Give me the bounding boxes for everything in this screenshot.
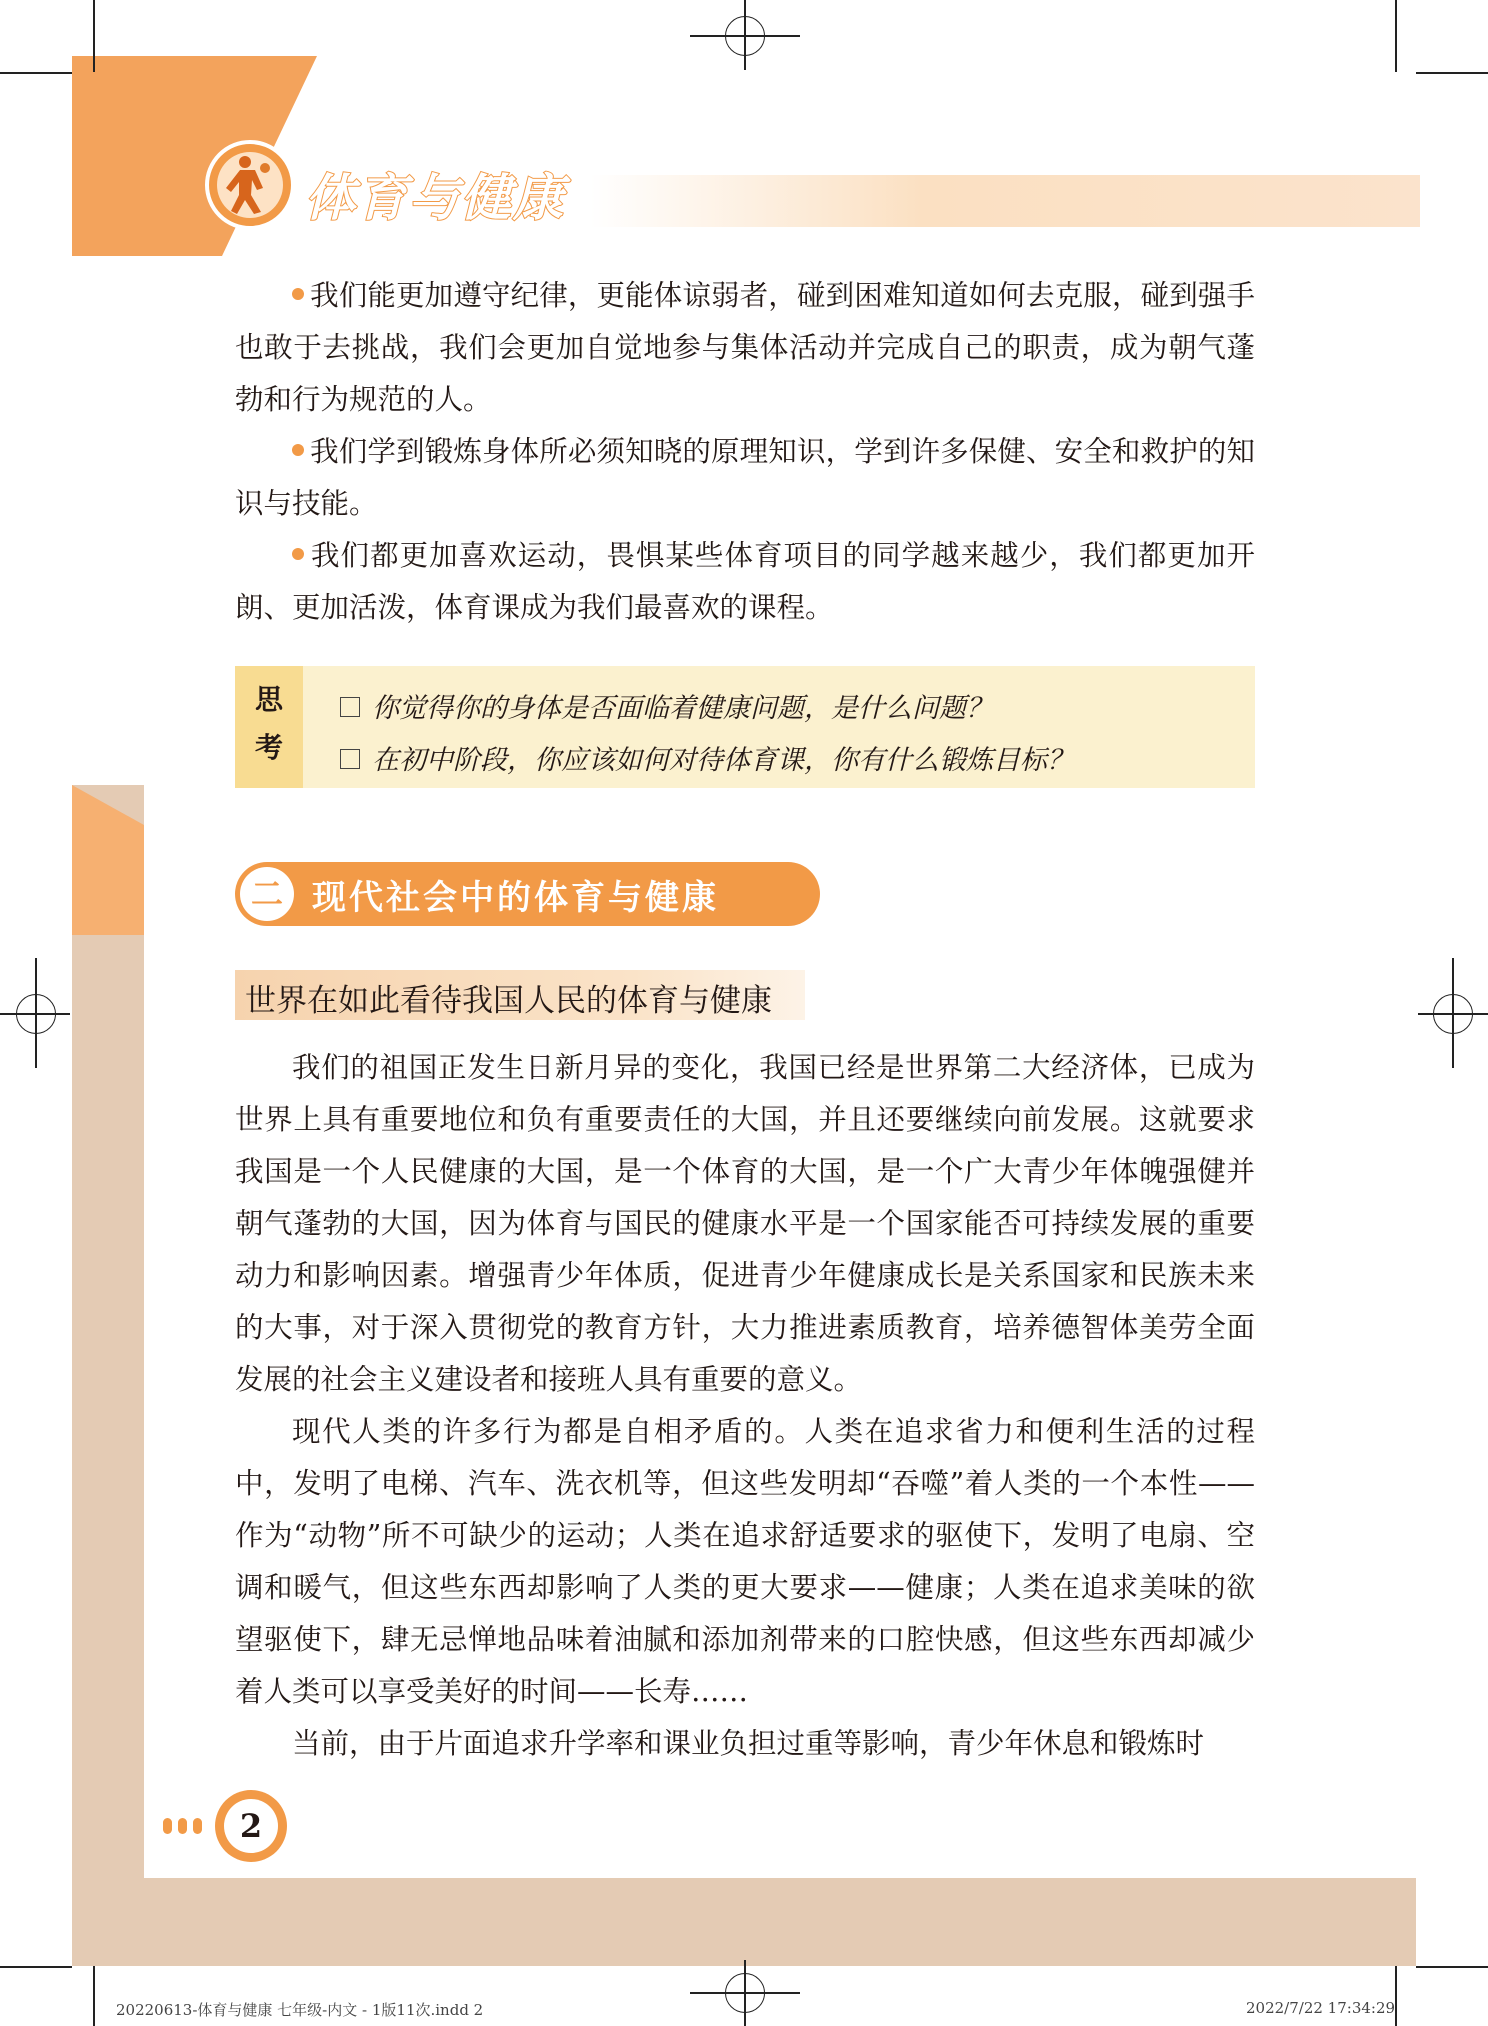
subheading: 世界在如此看待我国人民的体育与健康 xyxy=(245,983,772,1019)
athletes-emblem-icon xyxy=(205,140,295,230)
section-title: 现代社会中的体育与健康 xyxy=(312,878,719,918)
left-decor-band xyxy=(72,785,144,1966)
think-question-text: 在初中阶段，你应该如何对待体育课，你有什么锻炼目标？ xyxy=(372,745,1074,776)
think-question xyxy=(340,686,993,725)
page-number: 2 xyxy=(239,1807,263,1845)
bullet-paragraph xyxy=(235,530,1255,634)
body-paragraph: 我们的祖国正发生日新月异的变化，我国已经是世界第二大经济体，已成为世界上具有重要地位和负有重要责任的大国，并且还要继续向前发展。这就要求我国是一个人民健康的大国，是一个体育的大国，是一个广大青少年体魄强健并朝气蓬勃的大国，因为体育与国民的健康水平是一个国家能否可持续发展的重要动力和影响因素。增强青少年体质，促进青少年健康成长是关系国家和民族未来的大事，对于深入贯彻党的教育方针，大力推进素质教育，培养德智体美劳全面发展的社会主义建设者和接班人具有重要的意义。 xyxy=(235,1051,1255,1396)
header-band xyxy=(590,175,1420,227)
checkbox-square-icon xyxy=(340,697,360,717)
think-question xyxy=(340,738,1074,777)
left-decor-triangle xyxy=(72,785,144,935)
header-title: 体育与健康 xyxy=(305,169,565,227)
think-question-text: 你觉得你的身体是否面临着健康问题，是什么问题？ xyxy=(372,693,993,724)
bullet-paragraph xyxy=(235,270,1255,426)
bullet-text: 我们都更加喜欢运动，畏惧某些体育项目的同学越来越少，我们都更加开朗、更加活泼，体育课成为我们最喜欢的课程。 xyxy=(235,539,1255,624)
bullet-text: 我们能更加遵守纪律，更能体谅弱者，碰到困难知道如何去克服，碰到强手也敢于去挑战，我们会更加自觉地参与集体活动并完成自己的职责，成为朝气蓬勃和行为规范的人。 xyxy=(235,279,1255,416)
bullet-dot-icon xyxy=(292,548,304,560)
slug-timestamp: 2022/7/22 17:34:29 xyxy=(1246,1999,1396,2017)
bottom-decor-band xyxy=(72,1878,1416,1966)
body-paragraph: 现代人类的许多行为都是自相矛盾的。人类在追求省力和便利生活的过程中，发明了电梯、汽车、洗衣机等，但这些发明却“吞噬”着人类的一个本性——作为“动物”所不可缺少的运动；人类在追求舒适要求的驱使下，发明了电扇、空调和暖气，但这些东西却影响了人类的更大要求——健康；人类在追求美味的欲望驱使下，肆无忌惮地品味着油腻和添加剂带来的口腔快感，但这些东西却减少着人类可以享受美好的时间——长寿…… xyxy=(235,1415,1255,1708)
think-label xyxy=(235,676,303,772)
think-label-bottom: 考 xyxy=(254,731,283,764)
section-number: 二 xyxy=(250,875,283,913)
bullet-dot-icon xyxy=(292,444,304,456)
bullet-text: 我们学到锻炼身体所必须知晓的原理知识，学到许多保健、安全和救护的知识与技能。 xyxy=(235,435,1255,520)
slug-filename: 20220613-体育与健康 七年级-内文 - 1版11次.indd 2 xyxy=(116,2001,484,2019)
body-paragraph: 当前，由于片面追求升学率和课业负担过重等影响，青少年休息和锻炼时 xyxy=(292,1727,1205,1760)
bullet-dot-icon xyxy=(292,288,304,300)
checkbox-square-icon xyxy=(340,749,360,769)
bullet-paragraph xyxy=(235,426,1255,530)
think-label-top: 思 xyxy=(254,683,283,716)
